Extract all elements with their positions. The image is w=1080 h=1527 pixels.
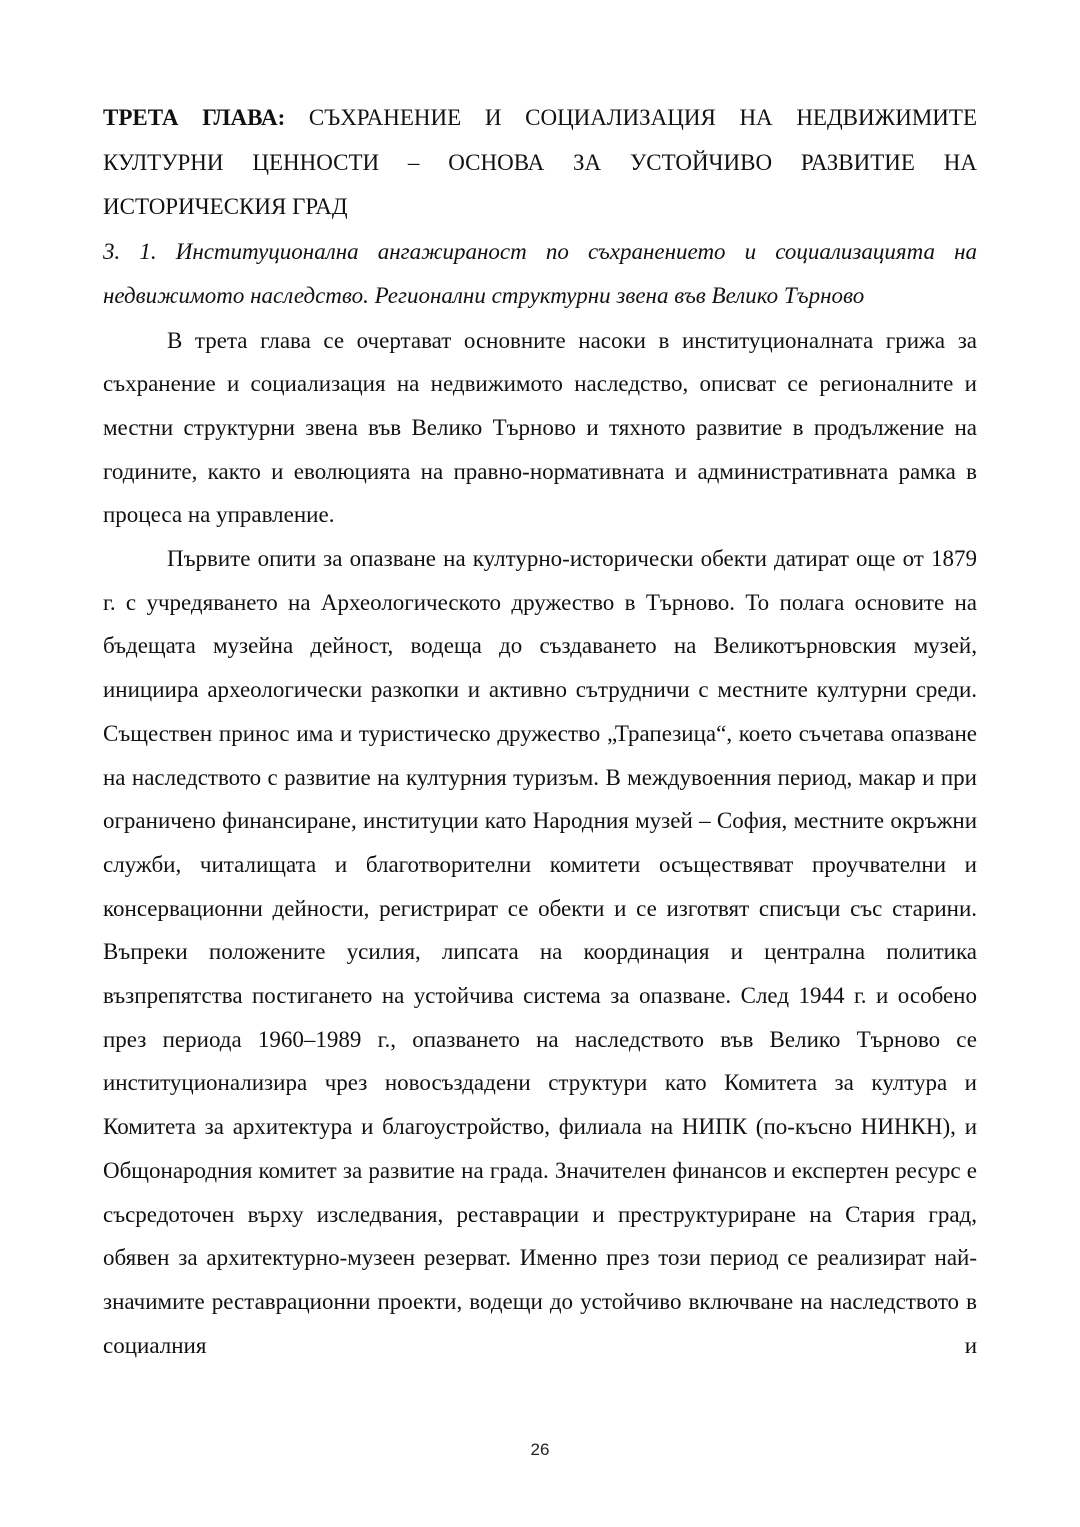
paragraph-intro: В трета глава се очертават основните насоки в институционалната грижа за съхранение и социализация на недвижимото наследство, описват се регионалните и местни структурни звена във Велико Търново и тяхното развитие в продължение на годините, както и еволюцията на правно-нормативната и административната рамка в процеса на управление. [103,327,977,528]
paragraph-history: Първите опити за опазване на културно-исторически обекти датират още от 1879 г. с учредяването на Археологическото дружество в Търново. То полага основите на бъдещата музейна дейност, водеща до създаването на Великотърновския музей, инициира археологически разкопки и активно сътрудничи с местните културни среди. Съществен принос има и туристическо дружество „Трапезица“, което съчетава опазване на наследството с развитие на културния туризъм. В междувоенния период, макар и при ограничено финансиране, институции като Народния музей – София, местните окръжни служби, читалищата и благотворителни комитети осъществяват проучвателни и консервационни дейности, регистрират се обекти и се изготвят списъци със старини. Въпреки положените усилия, липсата на координация и централна политика възпрепятства постигането на устойчива система за опазване. След 1944 г. и особено през периода 1960–1989 г., опазването на наследството във Велико Търново се институционализира чрез новосъздадени структури като Комитета за култура и Комитета за архитектура и благоустройство, филиала на НИПК (по-късно НИНКН), и Общонародния комитет за развитие на града. Значителен финансов и експертен ресурс е съсредоточен върху изследвания, реставрации и преструктуриране на Стария град, обявен за архитектурно-музеен резерват. Именно през този период се реализират най-значимите реставрационни проекти, водещи до устойчиво включване на наследството в социалния и [103,546,977,1358]
chapter-heading [103,96,977,230]
document-page [103,96,977,1367]
chapter-label: ТРЕТА ГЛАВА: [103,105,286,130]
chapter-title: СЪХРАНЕНИЕ И СОЦИАЛИЗАЦИЯ НА НЕДВИЖИМИТЕ КУЛТУРНИ ЦЕННОСТИ – ОСНОВА ЗА УСТОЙЧИВО РАЗВИТИЕ НА ИСТОРИЧЕСКИЯ ГРАД [103,105,977,219]
page-number: 26 [530,1440,550,1459]
section-heading: 3. 1. Институционална ангажираност по съхранението и социализацията на недвижимото наследство. Регионални структурни звена във Велико Търново [103,238,977,308]
